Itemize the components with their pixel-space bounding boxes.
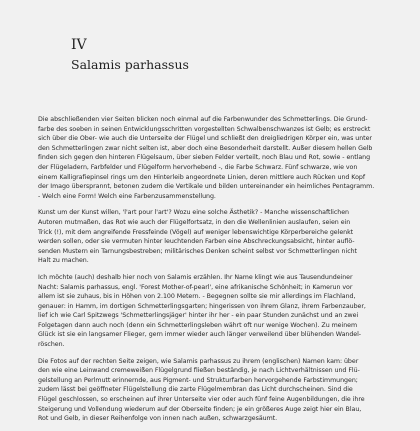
text-line: Flügel geschlossen, so erscheinen auf ihrer Unterseite vier oder auch fünf feine Augenbildungen, die ihre: [38, 396, 365, 404]
text-line: gelstellung an Perlmutt erinnernde, aus Pigment- und Strukturfarben hervorgehende Farbstimmungen;: [38, 376, 358, 384]
text-line: Die Fotos auf der rechten Seite zeigen, wie Salamis parhassus zu ihrem (englischen) Namen kam: über: [38, 357, 359, 365]
text-line: einem Kalligrafiepinsel rings um den Hinterleib angeordnete Linien, deren mittlere auch Rücken und Kopf: [38, 173, 365, 181]
text-line: farbe des soeben in seinen Entwicklungsschritten vorgestellten Schwalbenschwanzes ist Gelb; es erstreckt: [38, 125, 371, 133]
text-line: Halt zu machen.: [38, 257, 89, 265]
text-line: genauer: in Hamm, im dortigen Schmetterlingsgarten; hingerissen von ihrem Glanz, ihrem Farbenzauber,: [38, 302, 366, 310]
text-line: Die abschließenden vier Seiten blicken noch einmal auf die Farbenwunder des Schmetterlings. Die Grund-: [38, 116, 368, 123]
text-line: Nacht: Salamis parhassus, engl. 'Forest Mother-of-pearl', eine afrikanische Schönheit; in Kamerun vor: [38, 283, 353, 291]
text-line: finden sich gegen den hinteren Flügelsaum, über sieben Felder verteilt, noch Blau und Rot, sowie - entlang: [38, 154, 371, 162]
text-line: sich über die Ober- wie auch die Unterseite der Flügel und schließt den dreigliedrigen Körper ein, was unter: [38, 135, 372, 143]
text-line: der Flügeladern, Farbfelder und Flügelform hervorhebend -, die Farbe Schwarz. Fünf schwarze, wie von: [38, 163, 358, 171]
text-line: werden sollen, oder sie vermuten hinter leuchtenden Farben eine Abschreckungsabsicht, hinter auflö-: [38, 238, 355, 246]
text-line: röschen.: [38, 341, 65, 349]
body-text: [38, 115, 382, 431]
text-line: den wie eine Leinwand cremeweißen Flügelgrund fließen beständig, je nach Lichtverhältnissen und Flü-: [38, 367, 360, 375]
text-line: den Schmetterlingen zwar nicht selten ist, aber doch eine Besonderheit darstellt. Außer diesem hellen Gelb: [38, 144, 373, 152]
text-line: lief ich wie Carl Spitzwegs 'Schmetterlingsjäger' hinter ihr her - ein paar Stunden zunächst und an zwei: [38, 312, 359, 320]
text-line: allem ist sie zuhaus, bis in Höhen von 2.100 Metern. - Begegnen sollte sie mir allerdings im Flachland,: [38, 293, 356, 301]
text-line: Kunst um der Kunst willen, 'l'art pour l'art'? Wozu eine solche Ästhetik? - Manche wissenschaftlichen: [38, 209, 349, 217]
paragraph-2: [38, 208, 382, 266]
text-line: senden Mustern ein Tarnungsbestreben; militärisches Denken scheint selbst vor Schmetterlingen nicht: [38, 247, 357, 255]
paragraph-1: [38, 115, 382, 201]
text-line: der Imago übersprannt, betonen zudem die Vertikale und bilden untereinander ein heimliches Pentagramm.: [38, 183, 375, 191]
text-line: Ich möchte (auch) deshalb hier noch von Salamis erzählen. Ihr Name klingt wie aus Tausendundeiner: [38, 273, 353, 281]
text-line: Trick (!), mit dem angreifende Fressfeinde (Vögel) auf weniger lebenswichtige Körperbereiche gelenkt: [38, 228, 354, 236]
text-line: Autoren mutmaßen, das Rot wie auch der Flügelfortsatz, in den die Wellenlinien auslaufen, seien ein: [38, 218, 351, 226]
text-line: Steigerung und Vollendung wiederum auf der Oberseite finden; je ein größeres Auge zeigt hier ein Blau,: [38, 405, 362, 413]
text-line: Rot und Gelb, in dieser Reihenfolge von innen nach außen, schwarzgesäumt.: [38, 415, 278, 423]
chapter-number: IV: [71, 37, 87, 53]
text-line: Folgetagen dann auch noch (denn ein Schmetterlingsleben währt oft nur wenige Wochen). Zu meinem: [38, 321, 358, 329]
chapter-title: Salamis parhassus: [71, 57, 189, 72]
paragraph-4: [38, 357, 382, 424]
text-line: - Welch eine Form! Welch eine Farbenzusammenstellung.: [38, 192, 216, 200]
paragraph-3: [38, 273, 382, 350]
text-line: zudem lässt bei geöffneter Flügelstellung die zarte Flügelmembran das Licht durchscheinen. Sind die: [38, 386, 353, 394]
text-line: Glück ist sie ein langsamer Flieger, gern immer wieder auch länger verweilend über blühenden Wandel-: [38, 331, 362, 339]
